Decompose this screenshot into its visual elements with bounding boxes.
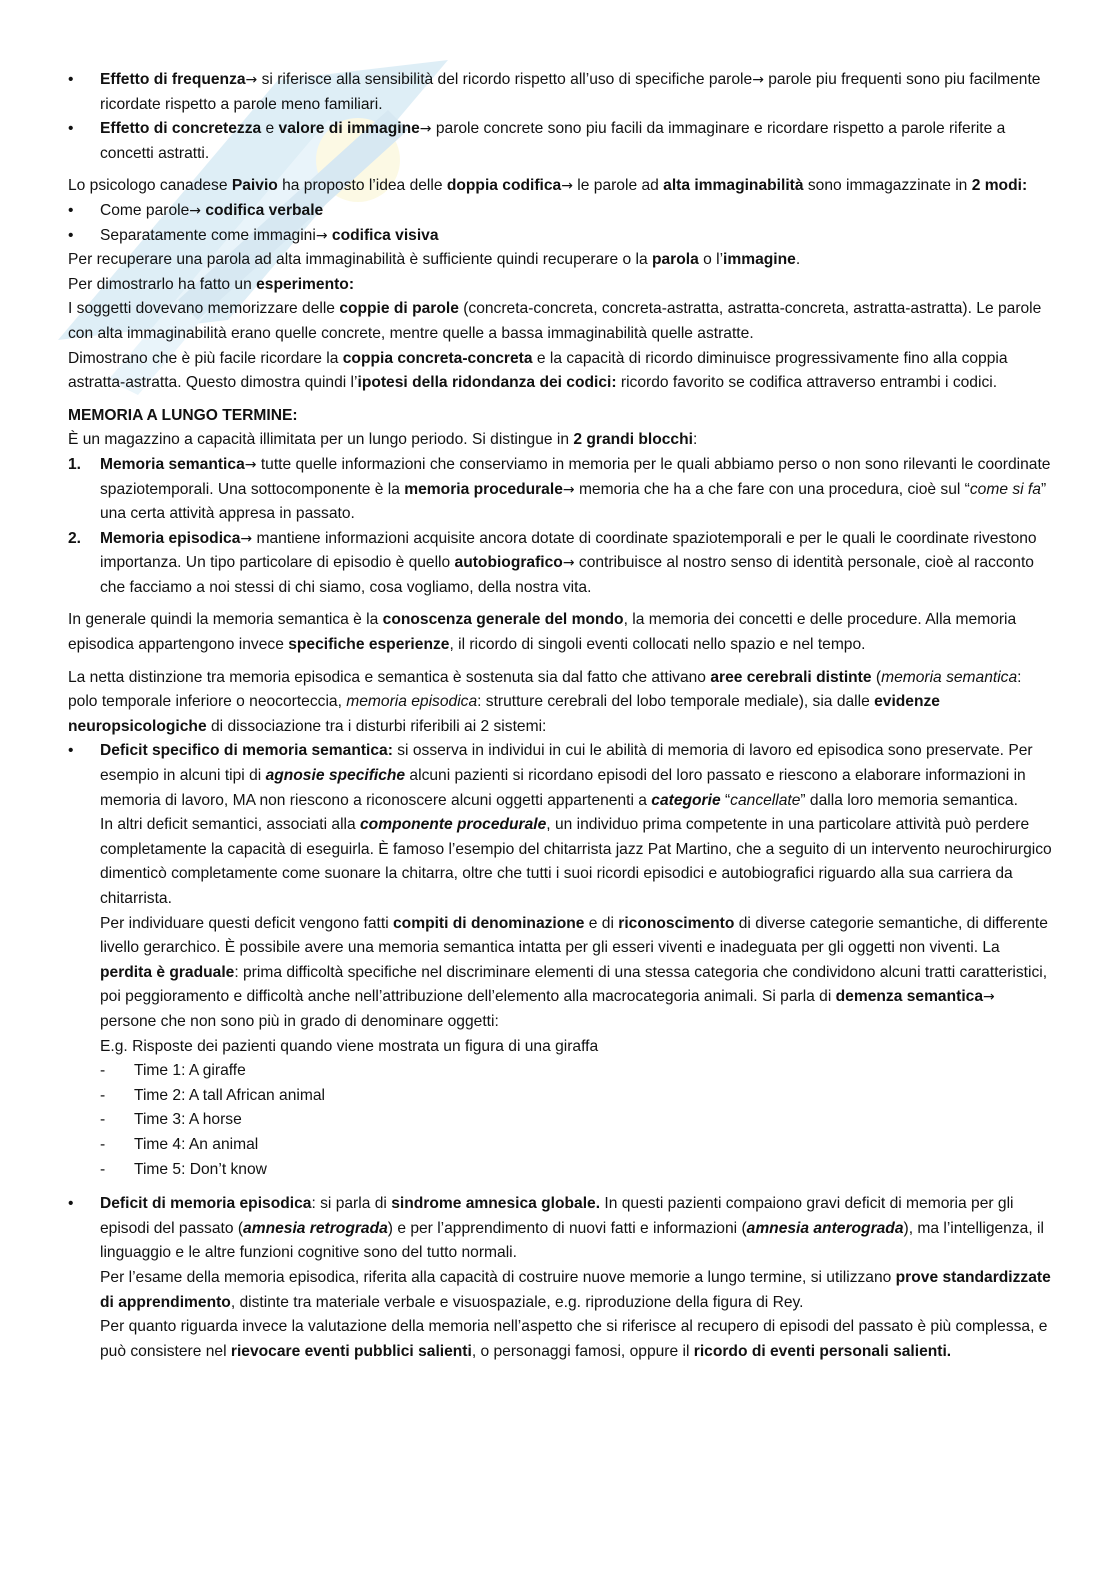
list-item: • Come parole→ codifica verbale — [68, 199, 1052, 224]
frequency-concreteness-list — [68, 68, 1052, 166]
retrieval-paragraph: Per recuperare una parola ad alta immaginabilità è sufficiente quindi recuperare o la parola o l’immagine. — [68, 251, 801, 269]
document-page — [68, 68, 1052, 1364]
list-item: - Time 3: A horse — [100, 1108, 1052, 1133]
example-line: E.g. Risposte dei pazienti quando viene mostrata un figura di una giraffa — [100, 1037, 599, 1055]
ltm-list — [68, 453, 1052, 601]
list-item: 2. Memoria episodica→ mantiene informazioni acquisite ancora dotate di coordinate spaziotemporali e per le quali le coordinate rivestono importanza. Un tipo particolare di episodio è quello autobiografico→ contribuisce al nostro senso di identità personale, cioè al racconto che facciamo a noi stessi di chi siamo, cosa vogliamo, della nostra vita. — [68, 529, 1037, 596]
distinction-paragraph: La netta distinzione tra memoria episodica e semantica è sostenuta sia dal fatto che attivano aree cerebrali distinte (memoria semantica: polo temporale inferiore o neocorteccia, memoria episodica: strutture cerebrali del lobo temporale mediale), sia dalle evidenze neuropsicologiche di dissociazione tra i disturbi riferibili ai 2 sistemi: — [68, 668, 1022, 735]
list-item: • Deficit di memoria episodica: si parla di sindrome amnesica globale. In questi pazienti compaiono gravi deficit di memoria per gli episodi del passato (amnesia retrograda) e per l’apprendimento di nuovi fatti e informazioni (amnesia anterograda), ma l’intelligenza, il linguaggio e le altre funzioni cognitive sono del tutto normali. Per l’esame della memoria episodica, riferita alla capacità di costruire nuove memorie a lungo termine, si utilizzano prove standardizzate di apprendimento, distinte tra materiale verbale e visuospaziale, e.g. riproduzione della figura di Rey. Per quanto riguarda invece la valutazione della memoria nell’aspetto che si riferisce al recupero di episodi del passato è più complessa, e può consistere nel rievocare eventi pubblici salienti, o personaggi famosi, oppure il ricordo di eventi personali salienti. — [68, 1192, 1052, 1364]
experiment-line: Per dimostrarlo ha fatto un esperimento: — [68, 275, 355, 293]
list-item: • Deficit specifico di memoria semantica: si osserva in individui in cui le abilità di memoria di lavoro ed episodica sono preservate. Per esempio in alcuni tipi di agnosie specifiche alcuni pazienti si ricordano episodi del loro passato e riescono a elaborare informazioni in memoria di lavoro, MA non riescono a riconoscere alcuni oggetti appartenenti a categorie “cancellate” dalla loro memoria semantica. In altri deficit semantici, associati alla componente procedurale, un individuo prima competente in una particolare attività può perdere completamente la capacità di eseguirla. È famoso l’esempio del chitarrista jazz Pat Martino, che a seguito di un intervento neurochirurgico dimenticò completamente come suonare la chitarra, oltre che tutti i suoi ricordi episodici e autobiografici riguardo alla sua carriera da chitarrista. Per individuare questi deficit vengono fatti compiti di denominazione e di riconoscimento di diverse categorie semantiche, di differente livello gerarchico. È possibile avere una memoria semantica intatta per gli esseri viventi e inadeguata per gli oggetti non viventi. La perdita è graduale: prima difficoltà specifiche nel discriminare elementi di una stessa categoria che condividono alcuni tratti caratteristici, poi peggioramento e difficoltà anche nell’attribuzione dell’elemento alla macrocategoria animali. Si parla di demenza semantica→ persone che non sono più in grado di denominare oggetti: E.g. Risposte dei pazienti quando viene mostrata un figura di una giraffa - Time 1: A giraffe - Time 2: A tall African animal - Time 3: A horse - Time 4: An animal - Time 5: Don’t know — [68, 739, 1052, 1192]
subjects-paragraph: I soggetti dovevano memorizzare delle coppie di parole (concreta-concreta, concreta-astratta, astratta-concreta, astratta-astratta). Le parole con alta immaginabilità erano quelle concrete, mentre quelle a bassa immaginabilità quelle astratte. Dimostrano che è più facile ricordare la coppia concreta-concreta e la capacità di ricordo diminuisce progressivamente fino alla coppia astratta-astratta. Questo dimostra quindi l’ipotesi della ridondanza dei codici: ricordo favorito se codifica attraverso entrambi i codici. — [68, 300, 1042, 392]
list-item: - Time 5: Don’t know — [100, 1158, 1052, 1183]
deficit-list — [68, 739, 1052, 1364]
list-item: 1. Memoria semantica→ tutte quelle informazioni che conserviamo in memoria per le quali abbiamo perso o non sono rilevanti le coordinate spaziotemporali. Una sottocomponente è la memoria procedurale→ memoria che ha a che fare con una procedura, cioè sul “come si fa” una certa attività appresa in passato. — [68, 455, 1051, 523]
giraffe-responses — [100, 1059, 1052, 1182]
list-item: • Effetto di concretezza e valore di immagine→ parole concrete sono piu facili da immaginare e ricordare rispetto a parole riferite a concetti astratti. — [68, 117, 1052, 166]
list-item: • Effetto di frequenza→ si riferisce alla sensibilità del ricordo rispetto all’uso di specifiche parole→ parole piu frequenti sono piu facilmente ricordate rispetto a parole meno familiari. — [68, 68, 1052, 117]
coding-list — [68, 199, 1052, 248]
paivio-paragraph: Lo psicologo canadese Paivio ha proposto l’idea delle doppia codifica→ le parole ad alta immaginabilità sono immagazzinate in 2 modi: — [68, 177, 1028, 195]
list-item: - Time 4: An animal — [100, 1133, 1052, 1158]
section-heading: MEMORIA A LUNGO TERMINE: — [68, 406, 298, 424]
list-item: - Time 1: A giraffe — [100, 1059, 1052, 1084]
ltm-intro: È un magazzino a capacità illimitata per un lungo periodo. Si distingue in 2 grandi blocchi: — [68, 431, 698, 449]
list-item: • Separatamente come immagini→ codifica visiva — [68, 224, 1052, 249]
list-item: - Time 2: A tall African animal — [100, 1084, 1052, 1109]
general-paragraph: In generale quindi la memoria semantica è la conoscenza generale del mondo, la memoria dei concetti e delle procedure. Alla memoria episodica appartengono invece specifiche esperienze, il ricordo di singoli eventi collocati nello spazio e nel tempo. — [68, 611, 1017, 654]
